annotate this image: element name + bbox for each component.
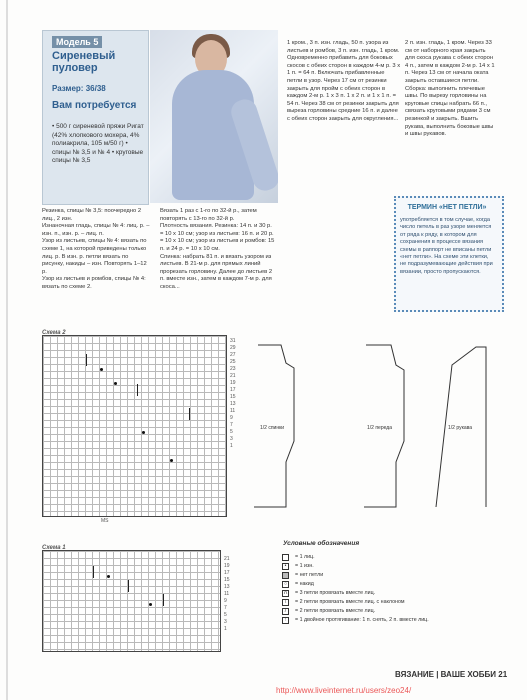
scan-edge bbox=[6, 0, 8, 700]
left-decrease-symbol-icon: \ bbox=[282, 599, 289, 606]
legend-item: ○ = накид bbox=[283, 581, 314, 588]
knitting-chart-1 bbox=[42, 550, 221, 652]
garment-diagrams bbox=[246, 337, 496, 525]
chart-grid bbox=[43, 551, 220, 651]
term-title: ТЕРМИН «НЕТ ПЕТЛИ» bbox=[407, 204, 487, 211]
chart-stitch-mark bbox=[170, 459, 173, 462]
double-decrease-symbol-icon: ↑ bbox=[282, 617, 289, 624]
no-stitch-symbol-icon bbox=[282, 572, 289, 579]
instruction-column-1: Резинка, спицы № 3,5: поочередно 2 лиц., 2 изн. Изнаночная гладь, спицы № 4: лиц. р. – изн. п., изн. р. – лиц. п. Узор из листьев, спицы № 4: вязать по схеме 1, на которой приведены только лиц. р. В изн. р. петли вязать по рисунку, накиды – изн. Повторять 1–12 р. Узор из листьев и ромбов, спицы № 4: вязать по схеме 2. bbox=[42, 208, 150, 290]
instruction-column-4: 2 п. изн. гладь, 1 кром. Через 33 см от наборного края закрыть для скоса рукава с обеих сторон 4 п., затем в каждом 2-м р. 14 х 1 п. Через 13 см от начала оката закрыть оставшиеся петли. Сборка: выполнить плечевые швы. По вырезу горловины на круговые спицы набрать 66 п., связать круговыми рядами 3 см резинкой и закрыть. Вшить рукава, выполнить боковые швы и швы рукавов. bbox=[405, 40, 495, 138]
legend-item: = 1 лиц. bbox=[282, 553, 506, 562]
legend-title: Условные обозначения bbox=[283, 540, 360, 547]
decrease-three-symbol-icon: Λ bbox=[283, 590, 288, 596]
page-footer: ВЯЗАНИЕ | ВАШЕ ХОББИ 21 bbox=[395, 670, 508, 679]
legend-item: • = 1 изн. bbox=[282, 562, 506, 571]
legend-item: = нет петли bbox=[282, 571, 506, 580]
sleeve-diagram-label: 1/2 рукава bbox=[448, 425, 473, 431]
legend-item: \ = 2 петли провязать вместе лиц. с наклоном bbox=[282, 598, 506, 607]
purl-symbol-icon: • bbox=[282, 563, 289, 570]
chart-stitch-mark bbox=[149, 603, 152, 606]
back-diagram-label: 1/2 спинки bbox=[260, 425, 285, 431]
chart-arrow-icon bbox=[93, 566, 94, 578]
knitting-chart-2 bbox=[42, 335, 227, 517]
chart-stitch-mark bbox=[142, 431, 145, 434]
scheme-2-label: Схема 2 bbox=[42, 330, 66, 336]
chart-stitch-mark bbox=[107, 575, 110, 578]
legend-item: / = 2 петли провязать вместе лиц. bbox=[282, 607, 506, 616]
legend-item: Λ = 3 петли провязать вместе лиц. bbox=[283, 590, 376, 597]
chart-stitch-mark bbox=[100, 368, 103, 371]
instruction-column-2: Вязать 1 раз с 1-го по 32-й р., затем повторять с 13-го по 32-й р. Плотность вязания. Резинка: 14 п. и 30 р. = 10 х 10 см; узор из листьев: 16 п. и 20 р. = 10 х 10 см; узор из листьев и ромбов: 15 п. и 24 р. = 10 х 10 см. Спинка: набрать 81 п. и вязать узором из листьев. В 21-м р. для прямых линий прорезать горловину. Далее до листьев 2 п. вместе изн., затем в каждом 7-м р. для скоса... bbox=[160, 208, 275, 290]
ms-label: МS bbox=[101, 518, 109, 524]
chart-arrow-icon bbox=[137, 384, 138, 396]
model-photo bbox=[150, 30, 278, 203]
chart-stitch-mark bbox=[114, 382, 117, 385]
yarn-over-symbol-icon: ○ bbox=[283, 581, 288, 587]
chart-arrow-icon bbox=[163, 594, 164, 606]
front-diagram-label: 1/2 переда bbox=[367, 425, 392, 431]
legend-item: ↑ = 1 двойное протягивание: 1 п. снять, 2 п. вместе лиц. bbox=[282, 616, 506, 625]
chart-grid bbox=[43, 336, 226, 516]
chart-arrow-icon bbox=[86, 354, 87, 366]
knit-symbol-icon bbox=[282, 554, 289, 561]
legend-list bbox=[282, 553, 506, 625]
scheme-1-label: Схема 1 bbox=[42, 545, 66, 551]
right-decrease-symbol-icon: / bbox=[282, 608, 289, 615]
size-text: Размер: 36/38 bbox=[52, 84, 106, 93]
source-watermark: http://www.liveinternet.ru/users/zeo24/ bbox=[276, 686, 412, 695]
need-title: Вам потребуется bbox=[52, 100, 137, 111]
term-text: употребляется в том случае, когда число петель в раз узоре меняется от ряда к ряду, в котором для сохранения в процессе вязания схемы в раппорт не вписаны петли «нет петли». На схеме эти клетки, не подразумевающие действия при вязании, просто пропускаются. bbox=[400, 217, 493, 275]
model-label: Модель 5 bbox=[52, 36, 102, 48]
row-numbers-2: 31 29 27 25 23 21 19 17 15 13 11 9 7 5 3 1 bbox=[230, 338, 236, 449]
title-text: Сиреневый пуловер bbox=[52, 50, 116, 74]
instruction-column-3: 1 кром., 3 п. изн. гладь, 50 п. узора из листьев и ромбов, 3 п. изн. гладь, 1 кром. Одновременно прибавить для боковых скосов с обеих сторон в каждом 4-м р. 3 х 1 п. = 64 п. Включать прибавленные петли в узор. Через 17 см от резинки закрыть для пройм с обеих сторон в каждом 2-м р. 1 х 3 п. 1 х 2 п. и 1 х 1 п. = 54 п. Через 38 см от резинки закрыть для выреза горловины средние 16 п. и далее с обеих сторон закрыть для округления... bbox=[287, 40, 401, 122]
row-numbers-1: 21 19 17 15 13 11 9 7 5 3 1 bbox=[224, 556, 230, 632]
chart-arrow-icon bbox=[128, 580, 129, 592]
materials-text: • 500 г сиреневой пряжи Ригат (42% хлопкового мохера, 4% полиакрила, 105 м/50 г) • спицы № 3,5 и № 4 • круговые спицы № 3,5 bbox=[52, 123, 144, 164]
chart-arrow-icon bbox=[189, 408, 190, 420]
